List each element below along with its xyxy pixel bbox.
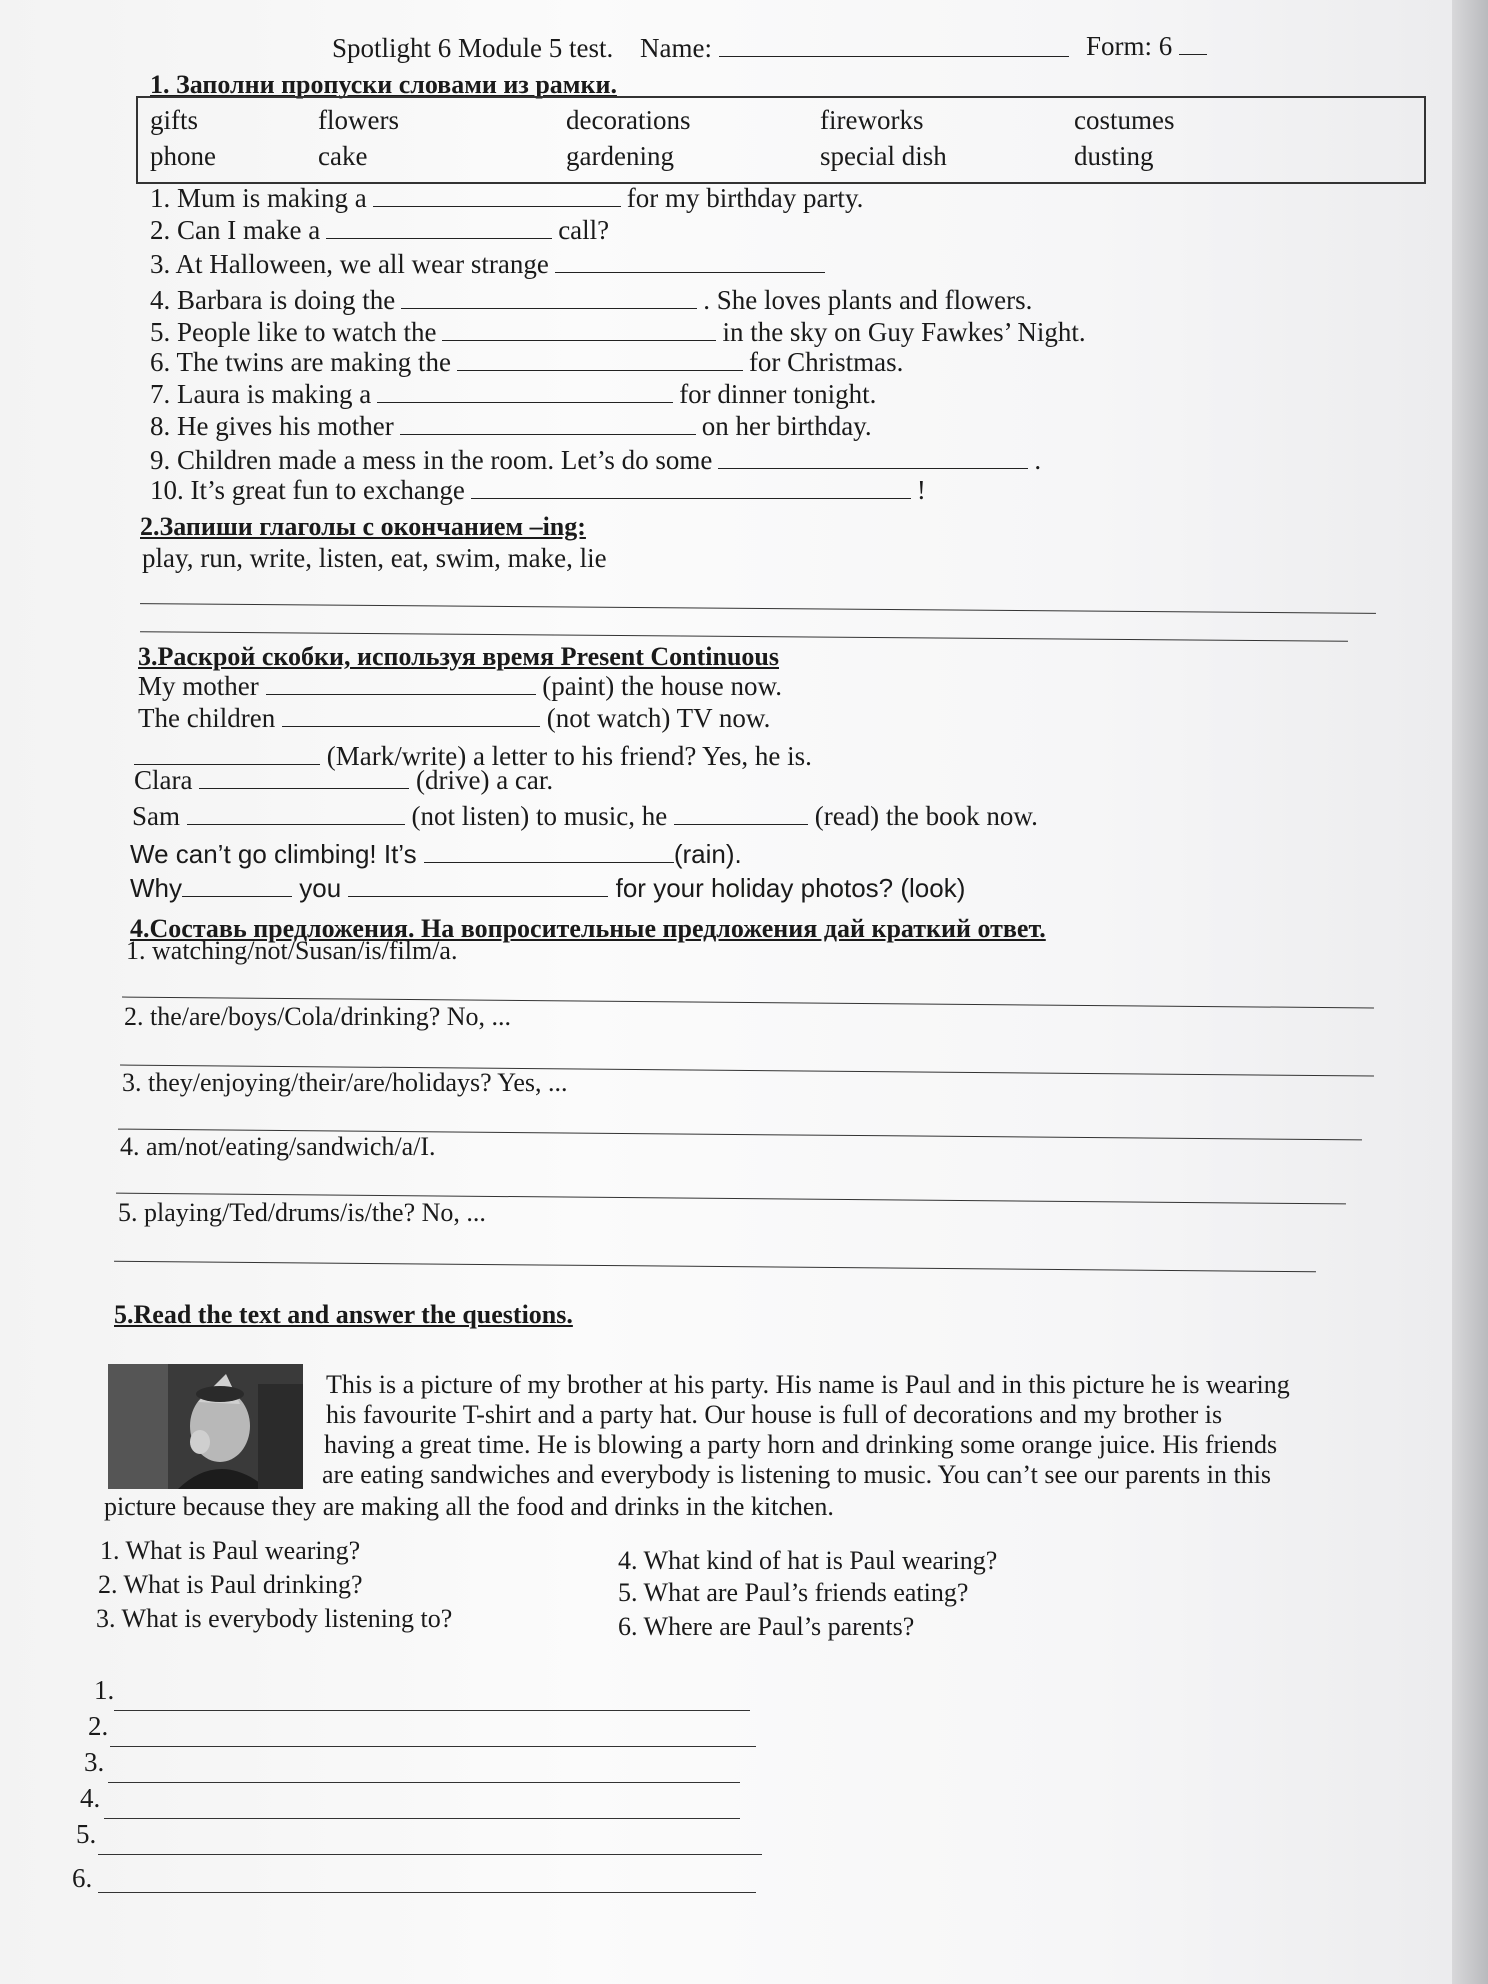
task1-item [150,284,1032,316]
sentence-start: Sam [132,801,181,831]
sentence-end: call? [558,215,610,245]
sentence-end: (rain). [673,839,742,869]
sentence-end: for Christmas. [748,347,904,377]
answer-number: 4. [80,1783,101,1813]
fill-blank[interactable] [401,284,697,309]
fill-blank[interactable] [134,740,320,765]
answer-line[interactable] [108,1782,740,1783]
task1-item [150,316,1086,348]
task1-item [150,182,863,214]
fill-blank[interactable] [471,474,911,499]
fill-blank[interactable] [373,182,621,207]
word-box-word: gifts [150,105,199,135]
task1-item [150,410,872,442]
task4-item: 2. the/are/boys/Cola/drinking? No, ... [124,1002,512,1031]
fill-blank[interactable] [424,838,674,863]
task5-heading: 5.Read the text and answer the questions. [114,1300,573,1329]
reading-text-line: his favourite T-shirt and a party hat. Our house is full of decorations and my brother is [326,1400,1223,1429]
form-blank[interactable] [1179,30,1207,55]
sentence-mid: you [299,873,342,903]
task1-heading: 1. Заполни пропуски словами из рамки. [150,70,617,99]
word-box-word: phone [150,141,216,171]
sentence-end: . She loves plants and flowers. [703,285,1033,315]
fill-blank[interactable] [718,444,1028,469]
fill-blank[interactable] [199,764,409,789]
task3-line-5 [132,800,1038,832]
sentence-end: (Mark/write) a letter to his friend? Yes, he is. [326,741,812,771]
sentence-start: The children [138,703,276,733]
task3-line-7 [130,872,965,903]
task3-heading: 3.Раскрой скобки, используя время Present Continuous [138,642,779,671]
sentence-end: for your holiday photos? (look) [615,873,966,903]
task1-item [150,248,831,280]
task3-line-2 [138,702,770,734]
party-boy-image [108,1364,303,1489]
fill-blank[interactable] [377,378,673,403]
form-text: Form: 6 [1086,31,1173,61]
answer-line[interactable] [98,1854,762,1855]
task4-item: 4. am/not/eating/sandwich/a/I. [120,1132,436,1161]
task1-item [150,378,876,410]
task1-item [150,474,926,506]
fill-blank[interactable] [326,214,552,239]
fill-blank[interactable] [400,410,696,435]
sentence-start: 5. People like to watch the [150,317,437,347]
sentence-start: 1. Mum is making a [150,183,367,213]
fill-blank[interactable] [266,670,536,695]
sentence-start: 2. Can I make a [150,215,321,245]
desk-background [1452,0,1488,1984]
answer-number: 6. [72,1863,93,1893]
task4-item: 3. they/enjoying/their/are/holidays? Yes, ... [122,1068,568,1097]
task1-item [150,346,903,378]
reading-text-line: are eating sandwiches and everybody is listening to music. You can’t see our parents in this [322,1460,1272,1489]
name-label: Name: [640,33,712,63]
answer-number: 2. [88,1711,109,1741]
fill-blank[interactable] [674,800,808,825]
word-box-word: costumes [1074,105,1175,135]
fill-blank[interactable] [442,316,716,341]
answer-line[interactable] [98,1892,756,1893]
fill-blank[interactable] [187,800,405,825]
sentence-start: 3. At Halloween, we all wear strange [150,249,549,279]
word-box-word: flowers [318,105,399,135]
task3-line-1 [138,670,782,702]
sentence-end: for dinner tonight. [679,379,877,409]
sentence-start: 6. The twins are making the [150,347,451,377]
task4-item: 5. playing/Ted/drums/is/the? No, ... [118,1198,486,1227]
task2-heading: 2.Запиши глаголы с окончанием –ing: [140,512,586,541]
task4-heading: 4.Составь предложения. На вопросительные предложения дай краткий ответ. [130,914,1046,943]
word-box-word: decorations [566,105,691,135]
word-box-word: dusting [1074,141,1154,171]
sentence-end: ! [916,475,926,505]
fill-blank[interactable] [282,702,540,727]
sentence-end: . [1034,445,1042,475]
task3-line-4 [134,764,553,796]
name-blank[interactable] [719,32,1069,57]
sentence-end: (drive) a car. [415,765,554,795]
sentence-start: 4. Barbara is doing the [150,285,396,315]
test-title [332,32,1069,64]
sentence-start: We can’t go climbing! It’s [130,839,417,869]
sentence-start: My mother [138,671,259,701]
sentence-start: Why [130,873,182,903]
fill-blank[interactable] [348,872,608,897]
answer-number: 5. [76,1819,97,1849]
sentence-start: 10. It’s great fun to exchange [150,475,465,505]
fill-blank[interactable] [457,346,743,371]
answer-line[interactable] [114,1710,750,1711]
sentence-end: on her birthday. [701,411,872,441]
sentence-end: in the sky on Guy Fawkes’ Night. [722,317,1086,347]
title-text: Spotlight 6 Module 5 test. [332,33,614,63]
fill-blank[interactable] [182,872,292,897]
sentence-end: (not watch) TV now. [546,703,771,733]
task1-item [150,444,1041,476]
sentence-start: 7. Laura is making a [150,379,372,409]
question: 1. What is Paul wearing? [100,1536,361,1565]
sentence-end: (paint) the house now. [542,671,782,701]
task4-item: 1. watching/not/Susan/is/film/a. [126,936,458,965]
question: 2. What is Paul drinking? [98,1570,363,1599]
sentence-start: 9. Children made a mess in the room. Let’s do some [150,445,713,475]
sentence-end: (read) the book now. [814,801,1038,831]
answer-line[interactable] [110,1746,756,1747]
fill-blank[interactable] [555,248,825,273]
word-box-word: gardening [566,141,674,171]
party-photo [108,1364,303,1489]
sentence-mid: (not listen) to music, he [411,801,668,831]
word-box-word: special dish [820,141,947,171]
question: 5. What are Paul’s friends eating? [618,1578,969,1607]
reading-text-line: having a great time. He is blowing a party horn and drinking some orange juice. His friends [324,1430,1278,1459]
question: 3. What is everybody listening to? [96,1604,453,1633]
task3-line-6 [130,838,742,869]
sentence-start: Clara [134,765,193,795]
reading-text-line: picture because they are making all the food and drinks in the kitchen. [104,1492,834,1521]
sentence-end: for my birthday party. [626,183,864,213]
answer-line[interactable] [104,1818,740,1819]
reading-text-line: This is a picture of my brother at his party. His name is Paul and in this picture he is wearing [326,1370,1290,1399]
answer-number: 3. [84,1747,105,1777]
question: 6. Where are Paul’s parents? [618,1612,915,1641]
task1-item [150,214,609,246]
form-label [1086,30,1207,62]
word-box-word: cake [318,141,368,171]
question: 4. What kind of hat is Paul wearing? [618,1546,998,1575]
answer-number: 1. [94,1675,115,1705]
word-box-word: fireworks [820,105,924,135]
sentence-start: 8. He gives his mother [150,411,394,441]
task2-verbs: play, run, write, listen, eat, swim, make, lie [142,543,607,573]
